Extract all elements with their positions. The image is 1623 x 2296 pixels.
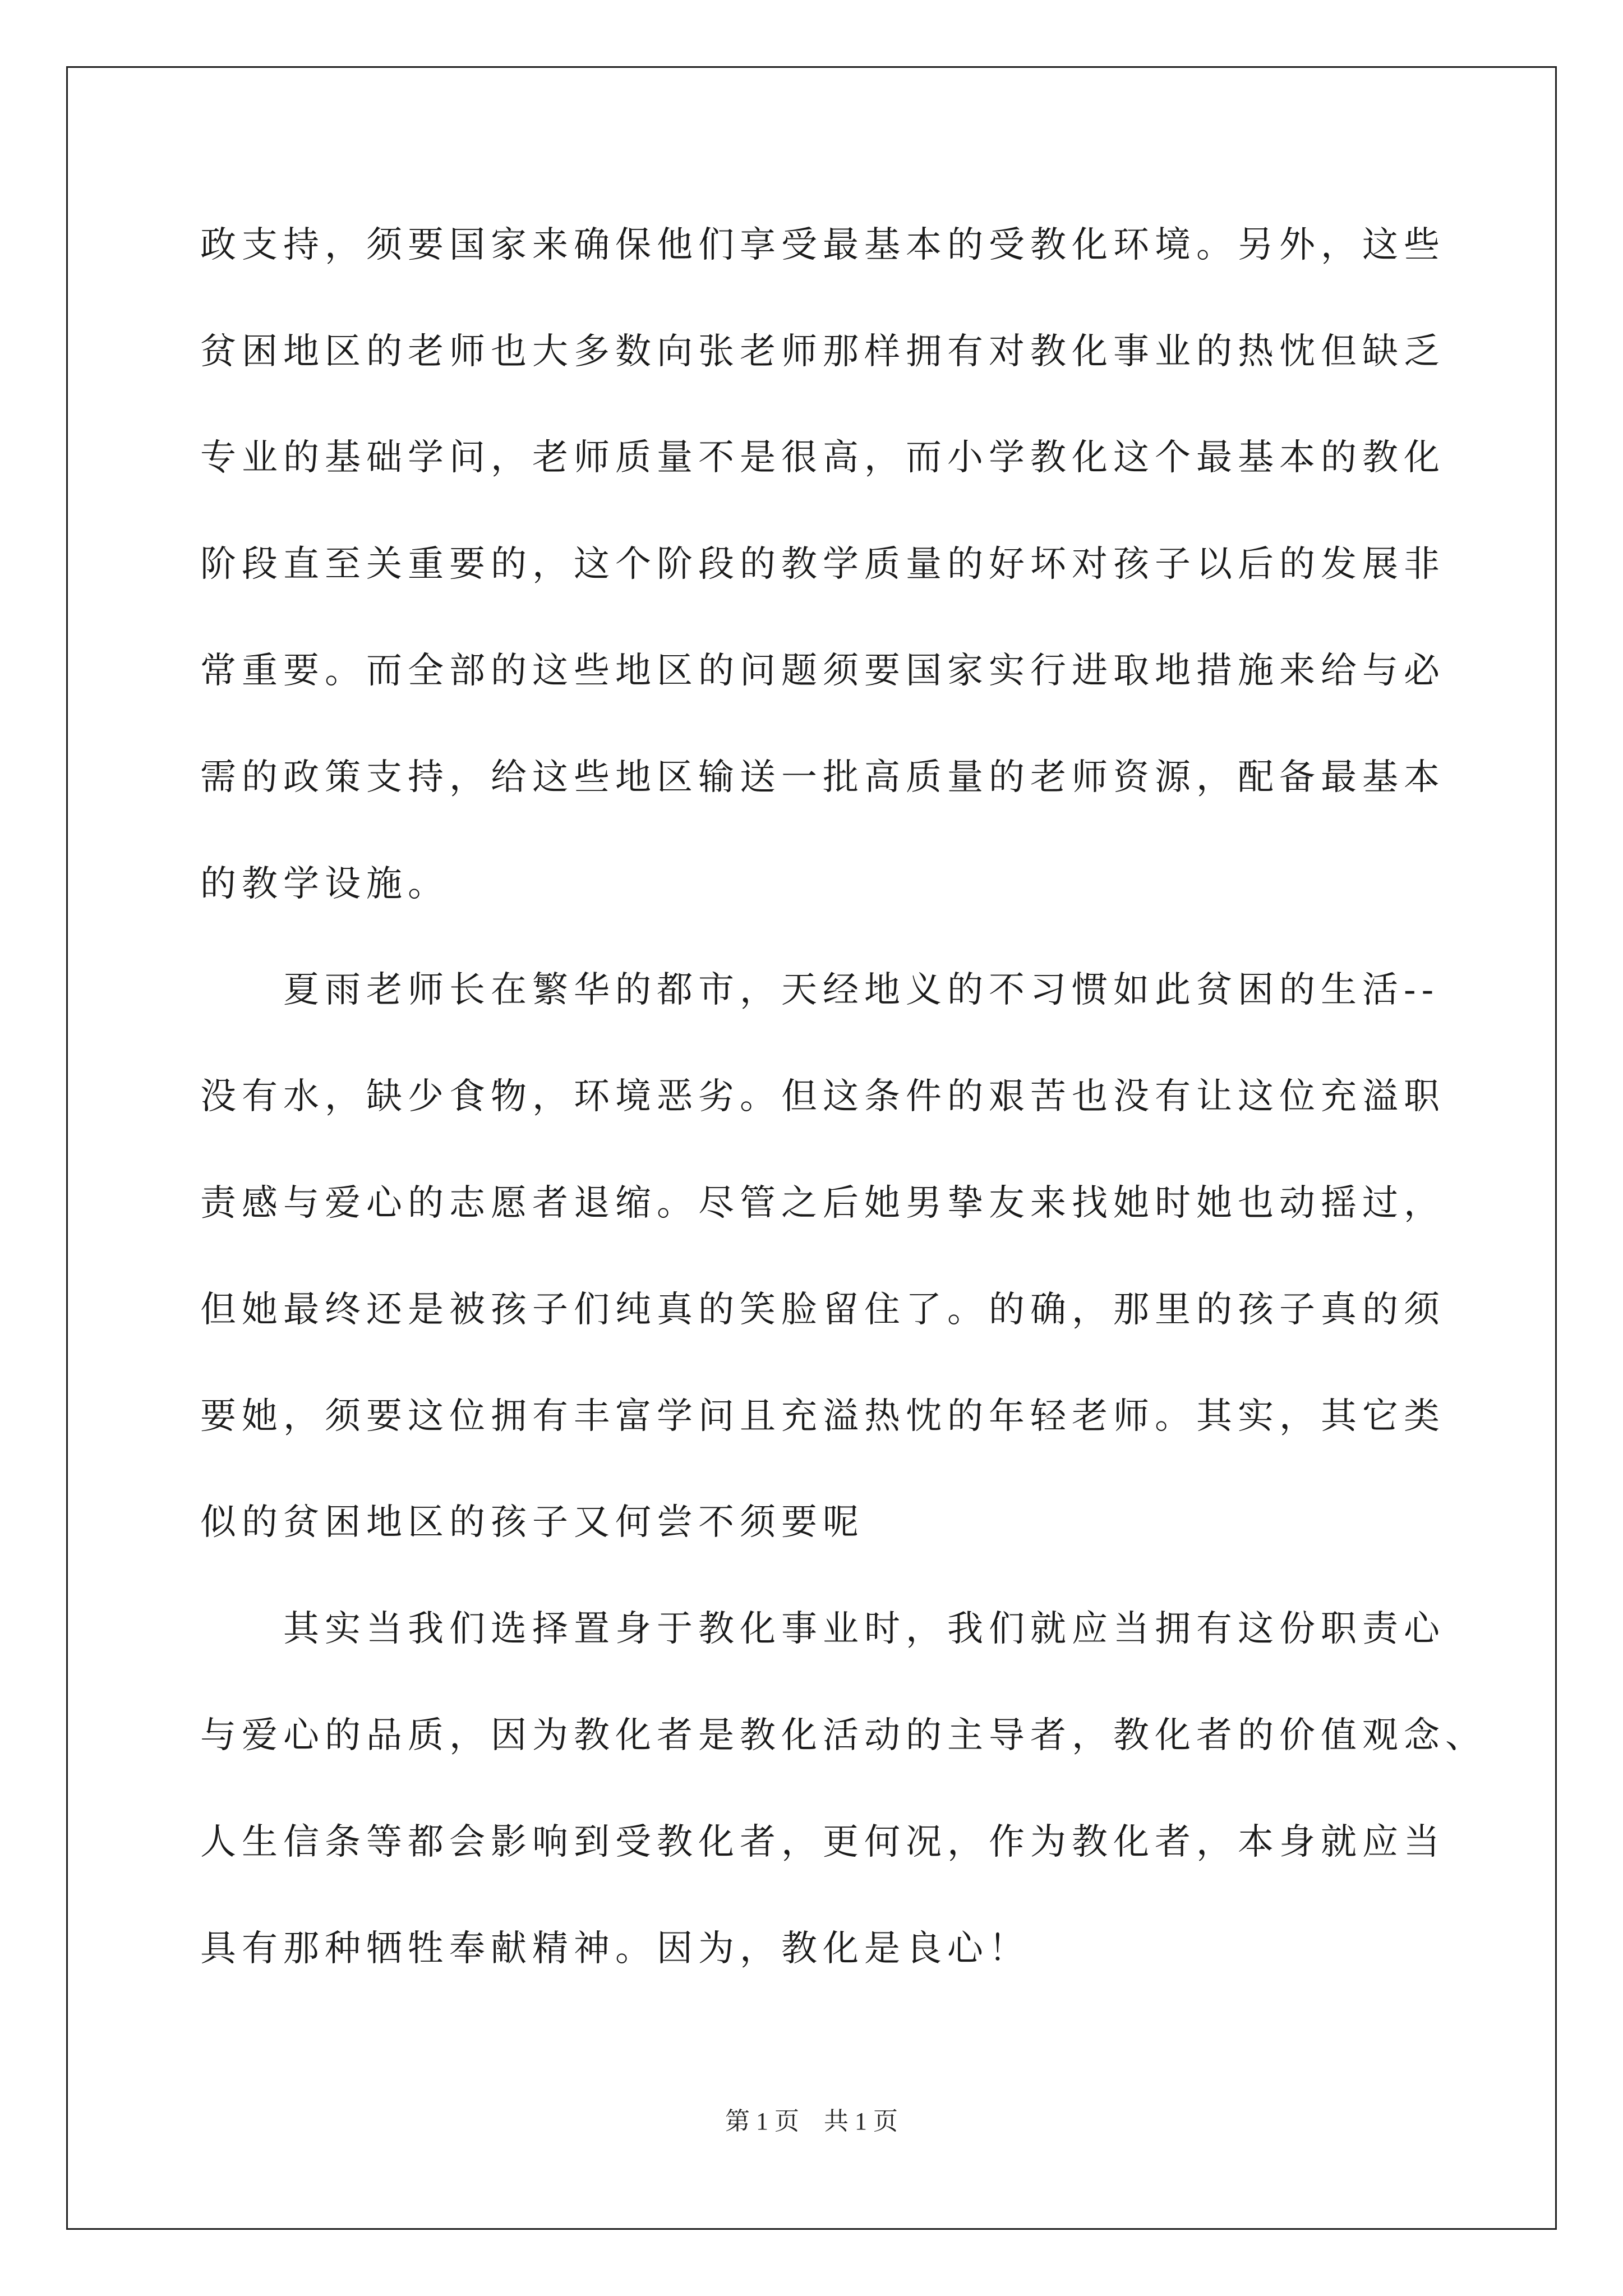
text-line-17: 具有那种牺牲奉献精神。因为，教化是良心！: [200, 1928, 1030, 1970]
text-line-8: 夏雨老师长在繁华的都市，天经地义的不习惯如此贫困的生活--: [200, 969, 1440, 1011]
text-line-15: 与爱心的品质，因为教化者是教化活动的主导者，教化者的价值观念、: [200, 1715, 1487, 1756]
text-line-5: 常重要。而全部的这些地区的问题须要国家实行进取地措施来给与必: [200, 650, 1445, 692]
text-line-7: 的教学设施。: [200, 863, 449, 905]
text-line-12: 要她，须要这位拥有丰富学问且充溢热忱的年轻老师。其实，其它类: [200, 1396, 1445, 1437]
text-line-6: 需的政策支持，给这些地区输送一批高质量的老师资源，配备最基本: [200, 757, 1445, 798]
text-line-2: 贫困地区的老师也大多数向张老师那样拥有对教化事业的热忱但缺乏: [200, 331, 1445, 372]
text-line-4: 阶段直至关重要的，这个阶段的教学质量的好坏对孩子以后的发展非: [200, 544, 1445, 585]
text-line-9: 没有水，缺少食物，环境恶劣。但这条件的艰苦也没有让这位充溢职: [200, 1076, 1445, 1117]
text-line-13: 似的贫困地区的孩子又何尝不须要呢: [200, 1502, 864, 1543]
page-label: 第 1 页 共 1 页: [725, 2108, 898, 2135]
text-line-3: 专业的基础学问，老师质量不是很高，而小学教化这个最基本的教化: [200, 437, 1445, 478]
text-line-11: 但她最终还是被孩子们纯真的笑脸留住了。的确，那里的孩子真的须: [200, 1289, 1445, 1331]
page-border: [66, 66, 1557, 2230]
text-line-10: 责感与爱心的志愿者退缩。尽管之后她男挚友来找她时她也动摇过，: [200, 1182, 1445, 1224]
text-line-16: 人生信条等都会影响到受教化者，更何况，作为教化者，本身就应当: [200, 1821, 1445, 1863]
text-line-1: 政支持，须要国家来确保他们享受最基本的受教化环境。另外，这些: [200, 224, 1445, 266]
text-line-14: 其实当我们选择置身于教化事业时，我们就应当拥有这份职责心: [200, 1608, 1445, 1650]
page-number-footer: [0, 2105, 1623, 2138]
